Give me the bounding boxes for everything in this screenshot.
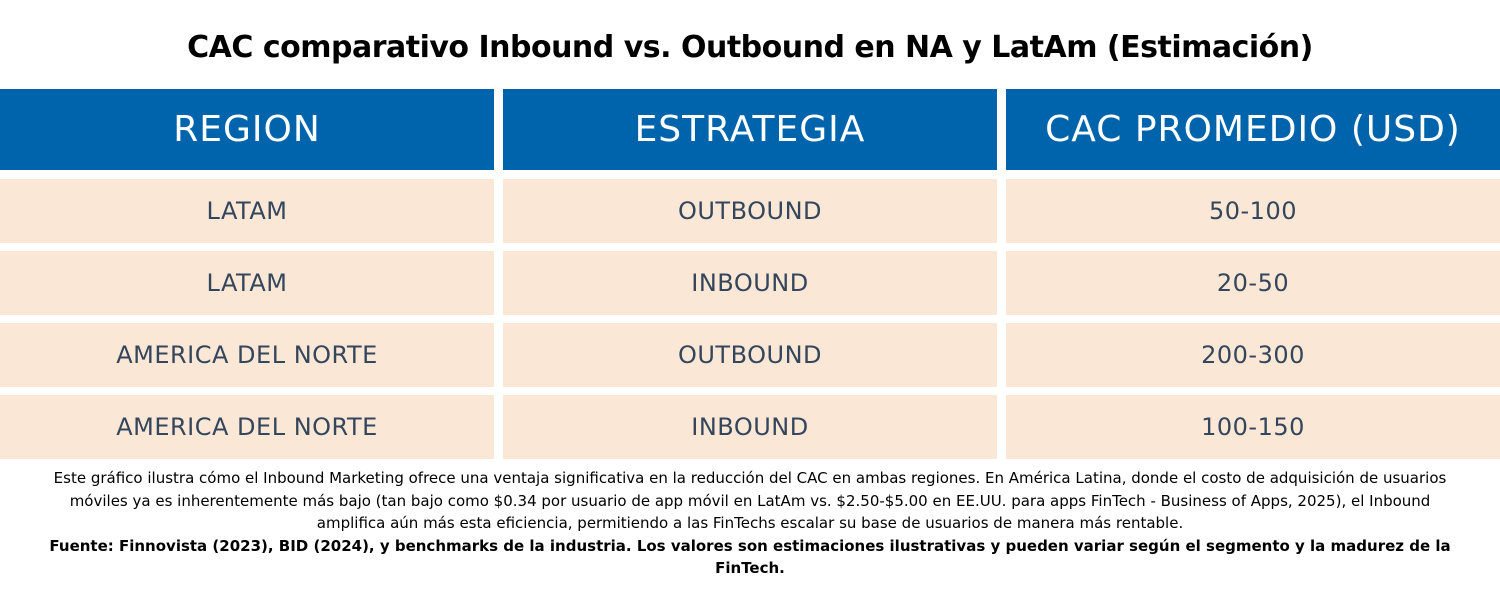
header-region: REGION <box>0 89 494 170</box>
table-row <box>0 251 1500 315</box>
cell-cac: 20-50 <box>1006 251 1500 315</box>
table-row <box>0 395 1500 459</box>
table-header-row <box>0 89 1500 170</box>
cell-region: AMERICA DEL NORTE <box>0 323 494 387</box>
table-row <box>0 323 1500 387</box>
cell-region: AMERICA DEL NORTE <box>0 395 494 459</box>
cell-region: LATAM <box>0 179 494 243</box>
page-title: CAC comparativo Inbound vs. Outbound en NA y LatAm (Estimación) <box>187 30 1313 65</box>
header-strategy: ESTRATEGIA <box>503 89 997 170</box>
cac-table <box>0 89 1500 441</box>
cell-cac: 50-100 <box>1006 179 1500 243</box>
table-row <box>0 179 1500 243</box>
footnote-source: Fuente: Finnovista (2023), BID (2024), y benchmarks de la industria. Los valores son estimaciones ilustrativas y pueden variar según el segmento y la madurez de la FinTech. <box>49 536 1451 577</box>
cell-strategy: INBOUND <box>503 251 997 315</box>
cell-region: LATAM <box>0 251 494 315</box>
footnote-description: Este gráfico ilustra cómo el Inbound Marketing ofrece una ventaja significativa en la reducción del CAC en ambas regiones. En América Latina, donde el costo de adquisición de usuarios móviles ya es inherentemente más bajo (tan bajo como $0.34 por usuario de app móvil en LatAm vs. $2.50-$5.00 en EE.UU. para apps FinTech - Business of Apps, 2025), el Inbound amplifica aún más esta eficiencia, permitiendo a las FinTechs escalar su base de usuarios de manera más rentable. <box>53 469 1447 532</box>
footnote <box>40 467 1460 580</box>
cell-cac: 200-300 <box>1006 323 1500 387</box>
cell-strategy: OUTBOUND <box>503 179 997 243</box>
cell-strategy: INBOUND <box>503 395 997 459</box>
cell-strategy: OUTBOUND <box>503 323 997 387</box>
header-cac: CAC PROMEDIO (USD) <box>1006 89 1500 170</box>
cell-cac: 100-150 <box>1006 395 1500 459</box>
